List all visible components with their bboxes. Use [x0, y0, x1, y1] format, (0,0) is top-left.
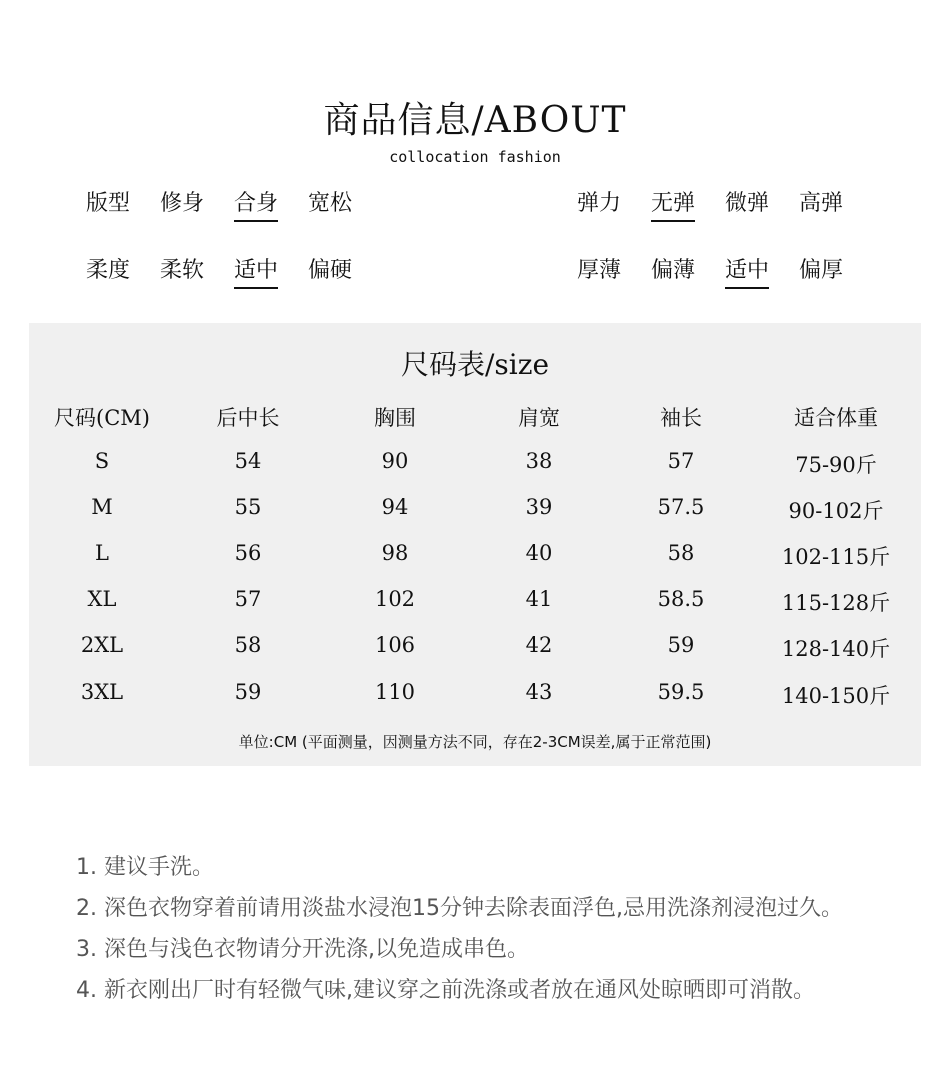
- page-subtitle: collocation fashion: [389, 148, 561, 166]
- size-cell: 59: [234, 680, 262, 704]
- attr-fit-option-selected: 合身: [234, 186, 278, 222]
- attr-softness-label: 柔度: [86, 258, 131, 283]
- attr-elasticity-option: 高弹: [799, 191, 844, 216]
- size-cell: 115-128斤: [781, 591, 891, 615]
- size-header: 后中长: [216, 406, 280, 430]
- size-chart-note: 单位:CM (平面测量，因测量方法不同，存在2-3CM误差,属于正常范围): [238, 733, 712, 751]
- size-cell: M: [91, 495, 113, 519]
- size-cell: 90-102斤: [788, 499, 884, 523]
- attr-elasticity-option: 微弹: [725, 191, 770, 216]
- size-header: 适合体重: [794, 406, 878, 430]
- attr-fit-option: 修身: [160, 191, 205, 216]
- size-cell: 55: [234, 495, 262, 519]
- size-cell: 40: [525, 541, 553, 565]
- size-chart-panel: [29, 323, 921, 766]
- size-header: 肩宽: [518, 406, 560, 430]
- care-item: 4. 新衣刚出厂时有轻微气味,建议穿之前洗涤或者放在通风处晾晒即可消散。: [76, 978, 815, 1003]
- size-cell: 75-90斤: [795, 453, 877, 477]
- size-cell: 140-150斤: [781, 684, 891, 708]
- attr-fit-option: 宽松: [308, 191, 353, 216]
- size-cell: 58: [234, 633, 262, 657]
- size-cell: 102-115斤: [781, 545, 891, 569]
- size-cell: 58: [667, 541, 695, 565]
- attr-thickness-option: 偏厚: [799, 258, 844, 283]
- size-cell: 42: [525, 633, 553, 657]
- attr-thickness-option: 偏薄: [651, 258, 696, 283]
- page-title: 商品信息/ABOUT: [323, 100, 627, 141]
- size-cell: 38: [525, 449, 553, 473]
- size-cell: 3XL: [80, 680, 124, 704]
- size-cell: S: [94, 449, 110, 473]
- attr-thickness-option-selected: 适中: [725, 253, 769, 289]
- size-cell: 128-140斤: [781, 637, 891, 661]
- size-cell: L: [95, 541, 109, 565]
- size-header: 袖长: [660, 406, 702, 430]
- attr-softness-option-selected: 适中: [234, 253, 278, 289]
- size-cell: 43: [525, 680, 553, 704]
- size-cell: 58.5: [657, 587, 705, 611]
- care-item: 2. 深色衣物穿着前请用淡盐水浸泡15分钟去除表面浮色,忌用洗涤剂浸泡过久。: [76, 896, 843, 921]
- attr-thickness-label: 厚薄: [577, 258, 622, 283]
- care-item: 1. 建议手洗。: [76, 855, 214, 880]
- size-cell: 57: [667, 449, 695, 473]
- size-cell: 94: [381, 495, 409, 519]
- size-cell: 90: [381, 449, 409, 473]
- attr-softness-option: 偏硬: [308, 258, 353, 283]
- size-cell: 39: [525, 495, 553, 519]
- size-cell: 106: [374, 633, 416, 657]
- attr-fit-label: 版型: [86, 191, 131, 216]
- attr-softness-option: 柔软: [160, 258, 205, 283]
- size-header: 胸围: [374, 406, 416, 430]
- care-item: 3. 深色与浅色衣物请分开洗涤,以免造成串色。: [76, 937, 529, 962]
- size-cell: 59: [667, 633, 695, 657]
- size-cell: 57: [234, 587, 262, 611]
- attr-elasticity-label: 弹力: [577, 191, 622, 216]
- size-cell: 102: [374, 587, 416, 611]
- size-cell: 98: [381, 541, 409, 565]
- size-chart-title: 尺码表/size: [400, 348, 550, 381]
- size-cell: 41: [525, 587, 553, 611]
- attr-elasticity-option-selected: 无弹: [651, 186, 695, 222]
- size-cell: 57.5: [657, 495, 705, 519]
- size-header: 尺码(CM): [54, 406, 150, 430]
- size-cell: XL: [87, 587, 117, 611]
- size-cell: 54: [234, 449, 262, 473]
- size-cell: 56: [234, 541, 262, 565]
- size-cell: 110: [374, 680, 416, 704]
- size-cell: 2XL: [80, 633, 124, 657]
- size-cell: 59.5: [657, 680, 705, 704]
